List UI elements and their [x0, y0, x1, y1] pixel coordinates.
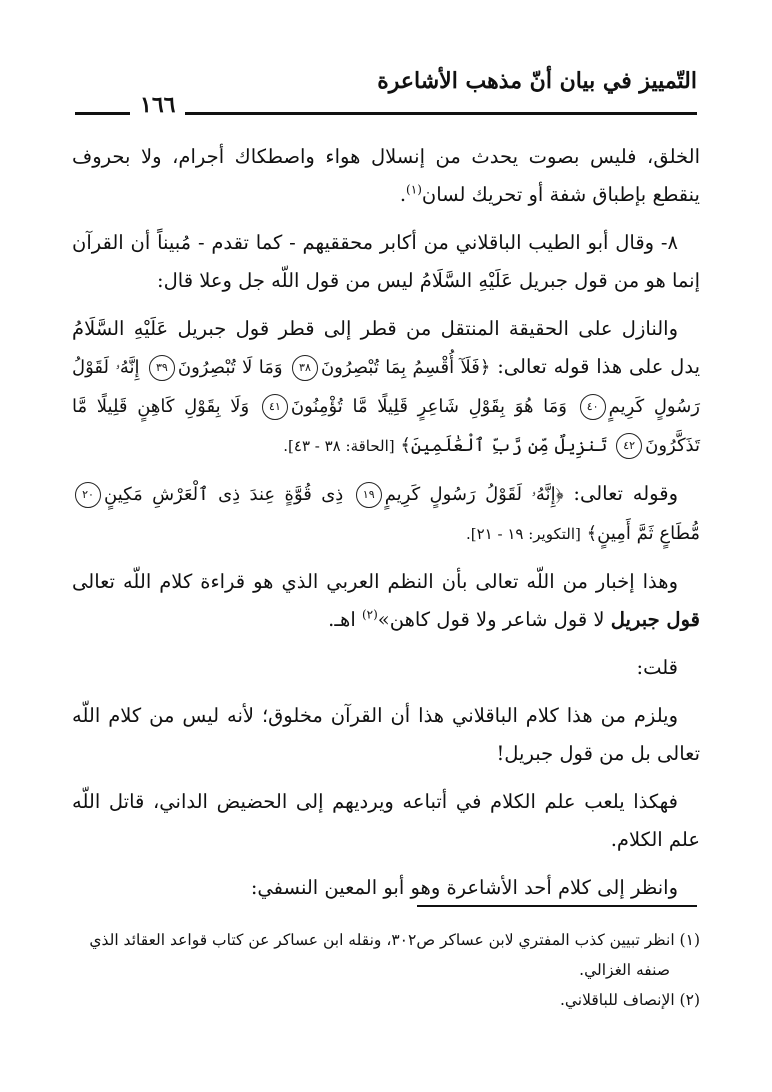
paragraph — [72, 138, 700, 214]
ayah-number: ٤٢ — [616, 433, 642, 459]
paragraph-text: الخلق، فليس بصوت يحدث من إنسلال هواء واصطكاك أجرام، ولا بحروف ينقطع بإطباق شفة أو تحريك لسان — [72, 145, 700, 206]
verse-text: وَمَا لَا تُبْصِرُونَ — [177, 357, 283, 378]
paragraph-text: اهـ. — [328, 608, 356, 631]
paragraph — [72, 563, 700, 639]
emphasized-text: قول جبريل — [610, 608, 700, 631]
paragraph-with-quran — [72, 310, 700, 465]
paragraph-text: وقوله تعالى: — [573, 482, 678, 505]
ayah-number: ٣٨ — [292, 355, 318, 381]
footnote-separator — [417, 905, 697, 907]
ayah-number: ١٩ — [356, 482, 382, 508]
paragraph: قلت: — [636, 656, 678, 679]
verse-text: وَلَا بِقَوْلِ كَاهِنٍ قَلِيلًا مَّا تَذَكَّرُونَ — [72, 396, 700, 456]
paragraph-text: والنازل على الحقيقة المنتقل من قطر إلى قطر قول جبريل عَلَيْهِ السَّلَامُ يدل على هذا قوله تعالى: — [72, 317, 701, 378]
ayah-number: ٢٠ — [75, 482, 101, 508]
verse-text: إِنَّهُۥ لَقَوْلُ رَسُولٍ كَرِيمٍ — [72, 357, 700, 417]
surah-reference: [الحاقة: ٣٨ - ٤٣]. — [283, 437, 395, 455]
surah-reference: [التكوير: ١٩ - ٢١]. — [465, 525, 581, 543]
verse-text: وَمَا هُوَ بِقَوْلِ شَاعِرٍ قَلِيلًا مَّا تُؤْمِنُونَ — [290, 396, 567, 417]
verse-text: تَنزِيلٌ مِّن رَّبِّ ٱلْعَٰلَمِينَ﴾ — [400, 435, 608, 456]
ayah-number: ٤٠ — [580, 394, 606, 420]
verse-text: ﴿فَلَآ أُقْسِمُ بِمَا تُبْصِرُونَ — [320, 357, 491, 378]
verse-text: ﴿إِنَّهُۥ لَقَوْلُ رَسُولٍ كَرِيمٍ — [384, 484, 564, 505]
main-text — [72, 138, 700, 917]
footnote: (٢) الإنصاف للباقلاني. — [559, 991, 700, 1009]
running-title: التّمييز في بيان أنّ مذهب الأشاعرة — [377, 68, 697, 94]
footnote-marker: (١) — [406, 182, 422, 197]
paragraph-text: وهذا إخبار من اللّه تعالى بأن النظم العربي الذي هو قراءة كلام اللّه تعالى — [72, 570, 678, 593]
page-number: ١٦٦ — [130, 92, 185, 118]
paragraph-text: لا قول شاعر ولا قول كاهن» — [377, 608, 605, 631]
punctuation: . — [399, 183, 407, 206]
ayah-number: ٤١ — [262, 394, 288, 420]
paragraph: ويلزم من هذا كلام الباقلاني هذا أن القرآن مخلوق؛ لأنه ليس من كلام اللّه تعالى بل من قول جبريل! — [72, 704, 700, 765]
ayah-number: ٣٩ — [149, 355, 175, 381]
verse-text: ذِى قُوَّةٍ عِندَ ذِى ٱلْعَرْشِ مَكِينٍ — [104, 484, 344, 505]
footnotes — [72, 925, 700, 1015]
footnote-marker: (٢) — [361, 607, 378, 622]
paragraph: ٨- وقال أبو الطيب الباقلاني من أكابر محققيهم - كما تقدم - مُبيناً أن القرآن إنما هو من قول جبريل عَلَيْهِ السَّلَامُ ليس من قول اللّه جل وعلا قال: — [72, 231, 700, 292]
paragraph-with-quran — [72, 475, 700, 553]
paragraph: وانظر إلى كلام أحد الأشاعرة وهو أبو المعين النسفي: — [250, 876, 678, 899]
verse-text: مُّطَاعٍ ثَمَّ أَمِينٍ﴾ — [586, 523, 700, 544]
footnote-continuation: صنفه الغزالي. — [579, 961, 670, 979]
paragraph: فهكذا يلعب علم الكلام في أتباعه ويرديهم إلى الحضيض الداني، قاتل اللّه علم الكلام. — [72, 790, 700, 851]
footnote: (١) انظر تبيين كذب المفتري لابن عساكر ص٣٠٢، ونقله ابن عساكر عن كتاب قواعد العقائد الذي — [89, 931, 700, 949]
